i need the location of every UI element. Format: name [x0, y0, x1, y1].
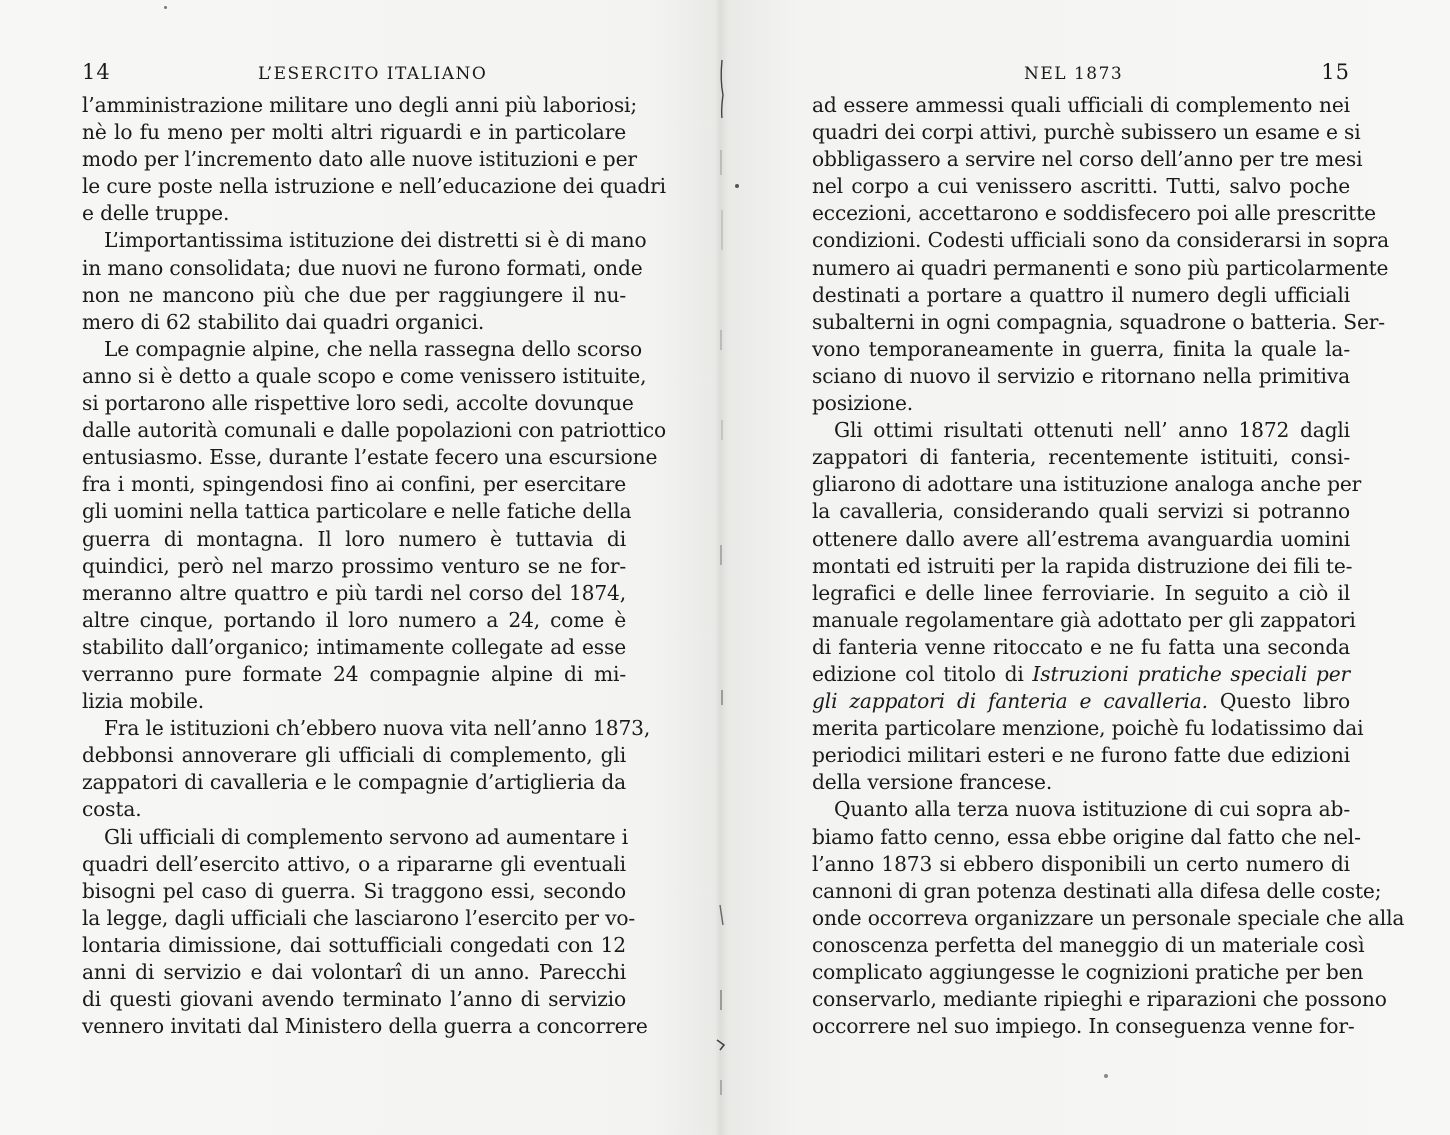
text-line: occorrere nel suo impiego. In conseguenza venne for-: [812, 1014, 1355, 1039]
text-line: biamo fatto cenno, essa ebbe origine dal fatto che nel-: [812, 824, 1361, 849]
left-page-number: 14: [82, 60, 111, 84]
text-line: L’importantissima istituzione dei distretti si è di mano: [104, 228, 647, 253]
text-line: verranno pure formate 24 compagnie alpine di mi-: [82, 661, 626, 686]
text-line: ottenere dallo avere all’estrema avanguardia uomini: [812, 526, 1350, 551]
text-line: [812, 688, 1350, 715]
text-line: debbonsi annoverare gli ufficiali di complemento, gli: [82, 743, 626, 768]
text-line: [812, 661, 1350, 688]
left-page-body: [82, 92, 667, 1040]
text-line: in mano consolidata; due nuovi ne furono formati, onde: [82, 255, 643, 280]
left-running-head: [82, 56, 626, 92]
text-fragment: edizione col titolo di: [812, 661, 1033, 686]
left-page: [82, 56, 667, 1040]
ink-speck: [735, 184, 739, 188]
text-line: la cavalleria, considerando quali servizi si potranno: [812, 499, 1350, 524]
text-line: cannoni di gran potenza destinati alla difesa delle coste;: [812, 878, 1382, 903]
text-line: ad essere ammessi quali ufficiali di complemento nei: [812, 93, 1350, 117]
text-line: Gli ottimi risultati ottenuti nell’ anno 1872 dagli: [834, 418, 1350, 443]
text-line: Gli ufficiali di complemento servono ad aumentare i: [104, 824, 629, 849]
book-title-italic: Istruzioni pratiche speciali per: [1032, 661, 1350, 686]
text-line: si portarono alle rispettive loro sedi, accolte dovunque: [82, 391, 634, 416]
text-line: numero ai quadri permanenti e sono più particolarmente: [812, 255, 1389, 280]
text-line: condizioni. Codesti ufficiali sono da considerarsi in sopra: [812, 228, 1390, 253]
text-line: e delle truppe.: [82, 201, 230, 226]
text-line: modo per l’incremento dato alle nuove istituzioni e per: [82, 147, 637, 172]
gutter-binding-marks: [712, 0, 732, 1135]
text-line: entusiasmo. Esse, durante l’estate fecero una escursione: [82, 445, 658, 470]
text-fragment: Questo libro: [1207, 689, 1350, 714]
text-line: anni di servizio e dai volontarî di un anno. Parecchi: [82, 960, 626, 984]
text-line: complicato aggiungesse le cognizioni pratiche per ben: [812, 960, 1364, 984]
text-line: nè lo fu meno per molti altri riguardi e in particolare: [82, 120, 626, 145]
text-line: destinati a portare a quattro il numero degli ufficiali: [812, 282, 1350, 307]
text-line: Le compagnie alpine, che nella rassegna dello scorso: [104, 336, 642, 361]
text-line: periodici militari esteri e ne furono fatte due edizioni: [812, 743, 1350, 768]
text-line: quadri dei corpi attivi, purchè subissero un esame e si: [812, 120, 1361, 145]
text-line: zappatori di cavalleria e le compagnie d’artiglieria da: [82, 770, 626, 795]
right-page: [812, 56, 1405, 1040]
text-line: non ne mancono più che due per raggiungere il nu-: [82, 282, 626, 307]
text-line: costa.: [82, 797, 142, 822]
text-line: conservarlo, mediante ripieghi e riparazioni che possono: [812, 987, 1387, 1012]
text-line: di questi giovani avendo terminato l’anno di servizio: [82, 987, 626, 1012]
right-page-number: 15: [1321, 60, 1350, 84]
text-line: bisogni pel caso di guerra. Si traggono essi, secondo: [82, 878, 626, 903]
right-running-title: NEL 1873: [1024, 64, 1124, 84]
text-line: guerra di montagna. Il loro numero è tuttavia di: [82, 526, 626, 551]
ink-speck: [164, 6, 167, 9]
text-line: gliarono di adottare una istituzione analoga anche per: [812, 472, 1362, 497]
text-line: gli uomini nella tattica particolare e nelle fatiche della: [82, 499, 632, 524]
text-line: quindici, però nel marzo prossimo venturo se ne for-: [82, 553, 626, 578]
left-running-title: L’ESERCITO ITALIANO: [258, 64, 488, 84]
text-line: eccezioni, accettarono e soddisfecero poi alle prescritte: [812, 201, 1376, 226]
book-title-italic: gli zappatori di fanteria e cavalleria.: [812, 689, 1208, 714]
text-line: quadri dell’esercito attivo, o a ripararne gli eventuali: [82, 851, 626, 876]
text-line: manuale regolamentare già adottato per gli zappatori: [812, 607, 1356, 632]
text-line: lizia mobile.: [82, 689, 205, 714]
text-line: obbligassero a servire nel corso dell’anno per tre mesi: [812, 147, 1363, 172]
text-line: della versione francese.: [812, 770, 1053, 795]
right-page-body: [812, 92, 1405, 1040]
text-line: vennero invitati dal Ministero della guerra a concorrere: [82, 1014, 648, 1039]
text-line: l’amministrazione militare uno degli anni più laboriosi;: [82, 93, 638, 117]
text-line: fra i monti, spingendosi fino ai confini, per esercitare: [82, 472, 626, 497]
text-line: subalterni in ogni compagnia, squadrone o batteria. Ser-: [812, 309, 1385, 334]
text-line: la legge, dagli ufficiali che lasciarono l’esercito per vo-: [82, 905, 636, 930]
text-line: anno si è detto a quale scopo e come venissero istituite,: [82, 363, 647, 388]
text-line: dalle autorità comunali e dalle popolazioni con patriottico: [82, 418, 667, 443]
text-line: Quanto alla terza nuova istituzione di cui sopra ab-: [834, 797, 1350, 822]
text-line: legrafici e delle linee ferroviarie. In seguito a ciò il: [812, 580, 1350, 605]
text-line: conoscenza perfetta del maneggio di un materiale così: [812, 932, 1365, 957]
text-line: Fra le istituzioni ch’ebbero nuova vita nell’anno 1873,: [104, 716, 651, 741]
text-line: merita particolare menzione, poichè fu lodatissimo dai: [812, 716, 1364, 741]
text-line: l’anno 1873 si ebbero disponibili un certo numero di: [812, 851, 1350, 876]
text-line: zappatori di fanteria, recentemente istituiti, consi-: [812, 445, 1350, 470]
text-line: stabilito dall’organico; intimamente collegate ad esse: [82, 634, 626, 659]
text-line: posizione.: [812, 391, 914, 416]
text-line: onde occorreva organizzare un personale speciale che alla: [812, 905, 1405, 930]
text-line: le cure poste nella istruzione e nell’educazione dei quadri: [82, 174, 666, 199]
text-line: meranno altre quattro e più tardi nel corso del 1874,: [82, 580, 626, 605]
text-line: altre cinque, portando il loro numero a 24, come è: [82, 607, 626, 632]
ink-speck: [1104, 1074, 1108, 1078]
text-line: sciano di nuovo il servizio e ritornano nella primitiva: [812, 363, 1350, 388]
text-line: nel corpo a cui venissero ascritti. Tutti, salvo poche: [812, 174, 1350, 199]
text-line: mero di 62 stabilito dai quadri organici.: [82, 309, 485, 334]
right-running-head: [812, 56, 1350, 92]
text-line: vono temporaneamente in guerra, finita la quale la-: [812, 336, 1350, 361]
text-line: di fanteria venne ritoccato e ne fu fatta una seconda: [812, 634, 1350, 659]
text-line: montati ed istruiti per la rapida distruzione dei fili te-: [812, 553, 1353, 578]
text-line: lontaria dimissione, dai sottufficiali congedati con 12: [82, 932, 626, 957]
